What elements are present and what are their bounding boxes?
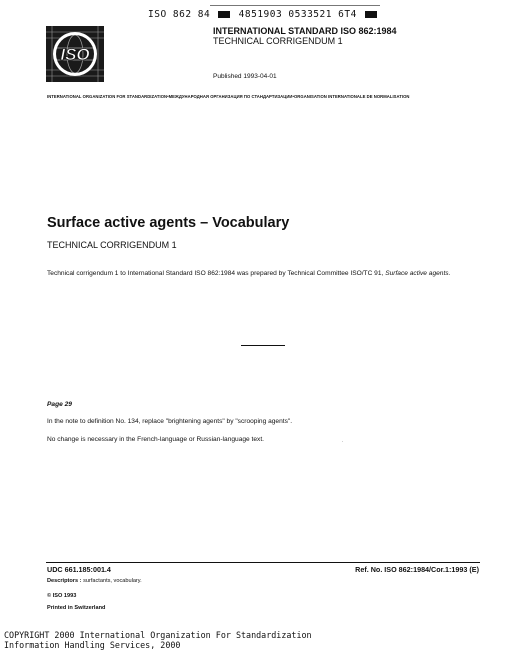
page-reference: Page 29 (47, 401, 72, 408)
footer-line-2: Information Handling Services, 2000 (4, 639, 181, 650)
iso-logo-text: ISO (60, 45, 90, 64)
published-date: Published 1993-04-01 (213, 73, 277, 80)
correction-line: In the note to definition No. 134, replace "brightening agents" by "scrooping agents". (47, 418, 293, 425)
standard-subtitle: TECHNICAL CORRIGENDUM 1 (213, 36, 343, 46)
intro-paragraph (47, 270, 479, 279)
no-change-note: No change is necessary in the French-language or Russian-language text. (47, 436, 264, 443)
section-separator (241, 345, 285, 346)
standard-title: INTERNATIONAL STANDARD ISO 862:1984 (213, 26, 397, 36)
descriptors (47, 578, 142, 584)
scan-top-line (210, 5, 380, 6)
descriptors-label: Descriptors : (47, 578, 82, 584)
stray-mark: . (342, 438, 344, 444)
udc-number: UDC 661.185:001.4 (47, 565, 111, 574)
printed-location: Printed in Switzerland (47, 605, 106, 611)
catalog-code-right: 4851903 0533521 6T4 (238, 9, 357, 20)
black-block-mark (365, 11, 377, 18)
black-block-mark (218, 11, 230, 18)
descriptors-value: surfactants, vocabulary. (81, 578, 142, 584)
iso-logo (46, 26, 104, 82)
catalog-code-left: ISO 862 84 (148, 9, 211, 20)
reference-number: Ref. No. ISO 862:1984/Cor.1:1993 (E) (355, 565, 479, 574)
document-title: Surface active agents – Vocabulary (47, 215, 290, 231)
copyright-notice: © ISO 1993 (47, 593, 77, 599)
intro-text: Technical corrigendum 1 to International Standard ISO 862:1984 was prepared by Technical Committee ISO/TC 91, (47, 270, 386, 277)
committee-name: Surface active agents. (385, 270, 451, 277)
footer-line-1: COPYRIGHT 2000 International Organization For Standardization (4, 630, 312, 640)
footer-copyright (4, 631, 312, 650)
document-subtitle: TECHNICAL CORRIGENDUM 1 (47, 240, 177, 250)
bottom-rule (46, 562, 480, 563)
organization-names: INTERNATIONAL ORGANIZATION FOR STANDARDIZATION•МЕЖДУНАРОДНАЯ ОРГАНИЗАЦИЯ ПО СТАНДАРТИЗАЦИИ•ORGANISATION INTERNATIONALE DE NORMALISATION (47, 94, 410, 99)
catalog-code (148, 9, 379, 20)
